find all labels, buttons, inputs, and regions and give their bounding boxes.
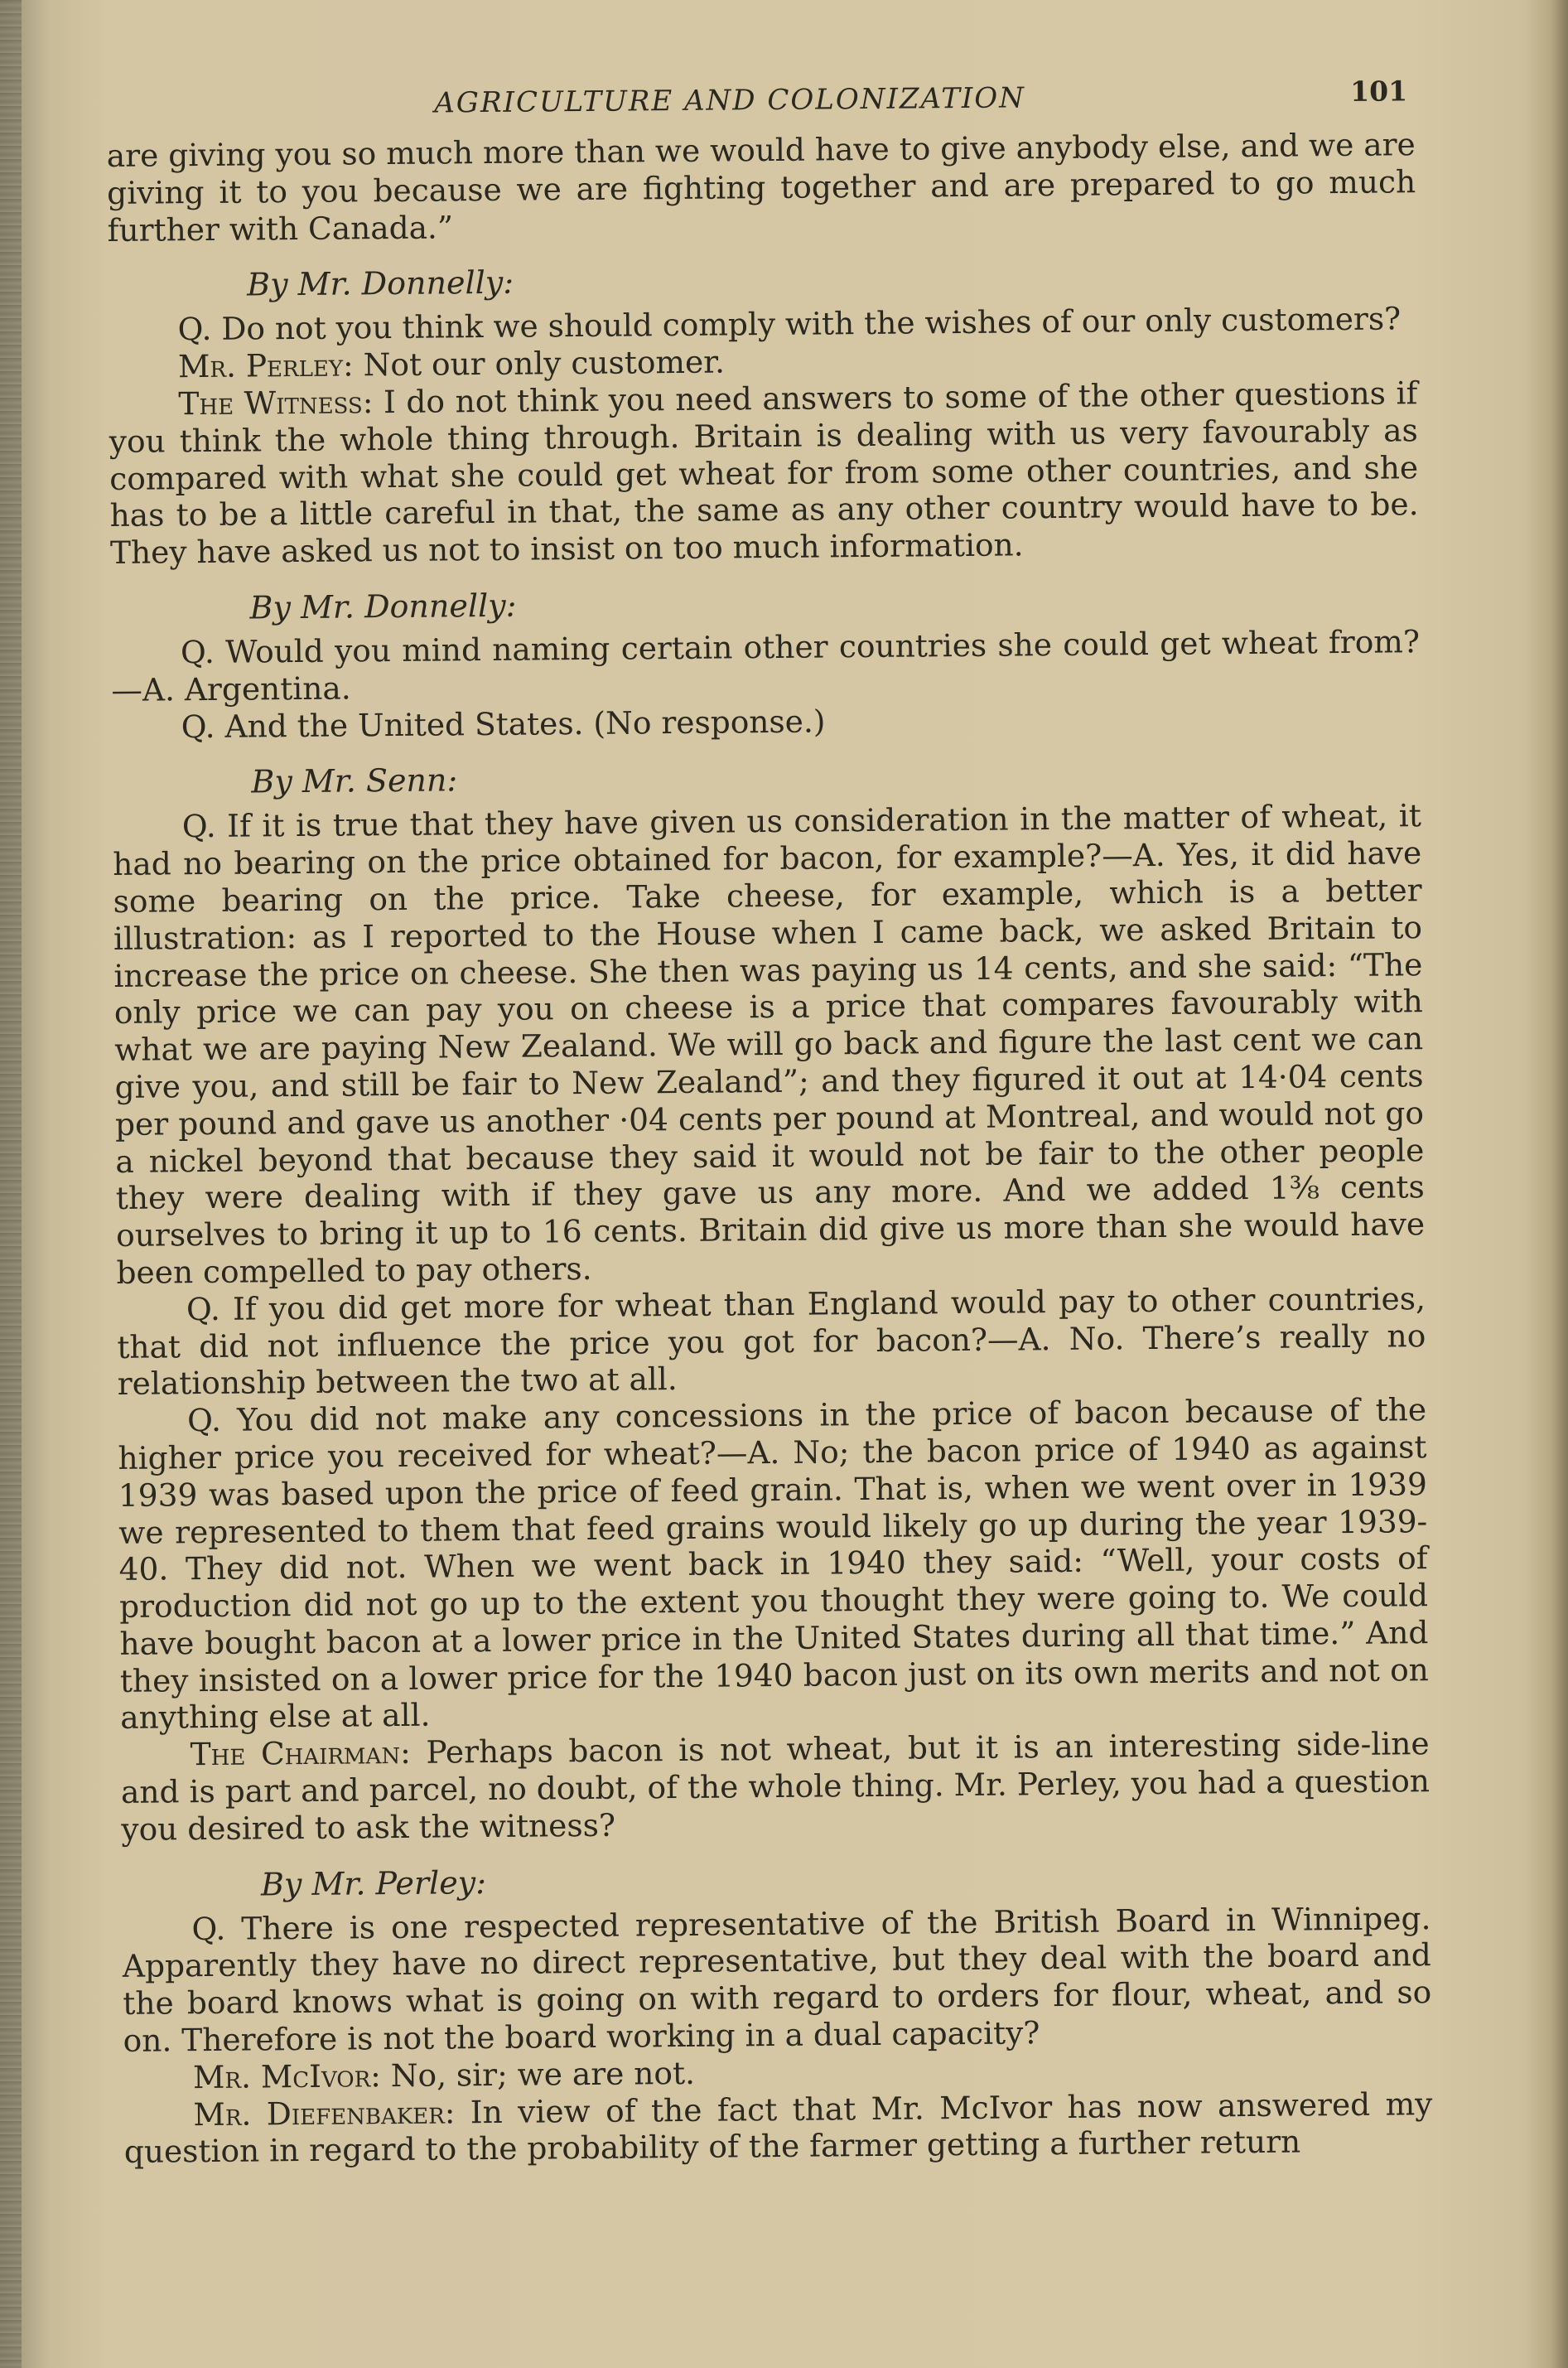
speech-text: In view of the fact that Mr. McIvor has now answered my question in regard to the probability of the farmer getting a further return (123, 2085, 1433, 2171)
speaker-name: Mr. McIvor: (192, 2057, 381, 2096)
examiner-heading: By Mr. Senn: (251, 761, 458, 800)
speech-text: I do not think you need answers to some of the other questions if you think the whole thing through. Britain is dealing with us very favourably as compared with what she could get wheat for from some other countries, and she has to be a little careful in that, the same as any other country would have to be. They have asked us not to insist on too much information. (109, 375, 1419, 572)
paragraph: Q. You did not make any concessions in the price of bacon because of the higher price you received for wheat?—A. No; the bacon price of 1940 as against 1939 was based upon the price of feed grain. That is, when we went over in 1939 we represented to them that feed grains would likely go up during the year 1939-40. They did not. When we went back in 1940 they said: “Well, your costs of production did not go up to the extent you thought they were going to. We could have bought bacon at a lower price in the United States during all that time.” And they insisted on a lower price for the 1940 bacon just on its own merits and not on anything else at all. (118, 1391, 1429, 1737)
examiner-heading: By Mr. Donnelly: (249, 587, 517, 626)
examiner-heading: By Mr. Donnelly: (246, 264, 514, 303)
page-header (106, 68, 1416, 138)
paragraph: Q. And the United States. (No response.) (181, 703, 826, 745)
page-spine-shadow (0, 0, 22, 2368)
running-title: AGRICULTURE AND COLONIZATION (434, 81, 1026, 120)
speaker-name: Mr. Diefenbaker: (193, 2094, 456, 2133)
paragraph (120, 1725, 1430, 1848)
paragraph (109, 375, 1419, 572)
paragraph: Q. Would you mind naming certain other countries she could get wheat from?—A. Argentina. (111, 623, 1421, 708)
page-content (106, 68, 1433, 2171)
page-number: 101 (1350, 75, 1408, 108)
paragraph: Q. There is one respected representative of the British Board in Winnipeg. Apparently they have no direct representative, but they deal with the board and the board knows what is going on with regard to orders for flour, wheat, and so on. Therefore is not the board working in a dual capacity? (122, 1899, 1432, 2059)
paragraph: Q. Do not you think we should comply with the wishes of our only customers? (177, 300, 1402, 348)
page-edge-shadow (1550, 0, 1568, 2368)
speech-text: Not our only customer. (353, 343, 726, 384)
paragraph: Q. If you did get more for wheat than England would pay to other countries, that did not influence the price you got for bacon?—A. No. There’s really no relationship between the two at all. (117, 1279, 1426, 1403)
paragraph: are giving you so much more than we would have to give anybody else, and we are giving it to you because we are fighting together and are prepared to go much further with Canada.” (106, 126, 1416, 249)
examiner-heading: By Mr. Perley: (260, 1863, 487, 1903)
speech-text: No, sir; we are not. (380, 2054, 696, 2095)
speech-text: Perhaps bacon is not wheat, but it is an interesting side-line and is part and parcel, no doubt, of the whole thing. Mr. Perley, you had a question you desired to ask the witness? (120, 1725, 1430, 1848)
paragraph: Q. If it is true that they have given us consideration in the matter of wheat, it had no bearing on the price obtained for bacon, for example?—A. Yes, it did have some bearing on the price. Take cheese, for example, which is a better illustration: as I reported to the House when I came back, we asked Britain to increase the price on cheese. She then was paying us 14 cents, and she said: “The only price we can pay you on cheese is a price that compares favourably with what we are paying New Zealand. We will go back and figure the last cent we can give you, and still be fair to New Zealand”; and they figured it out at 14·04 cents per pound and gave us another ·04 cents per pound at Montreal, and would not go a nickel beyond that because they said it would not be fair to the other people they were dealing with if they gave us any more. And we added 1⅜ cents ourselves to bring it up to 16 cents. Britain did give us more than she would have been compelled to pay others. (113, 797, 1426, 1291)
speaker-name: The Witness: (178, 384, 374, 423)
speaker-name: Mr. Perley: (177, 346, 354, 385)
paragraph (123, 2085, 1433, 2171)
speaker-name: The Chairman: (190, 1734, 411, 1773)
